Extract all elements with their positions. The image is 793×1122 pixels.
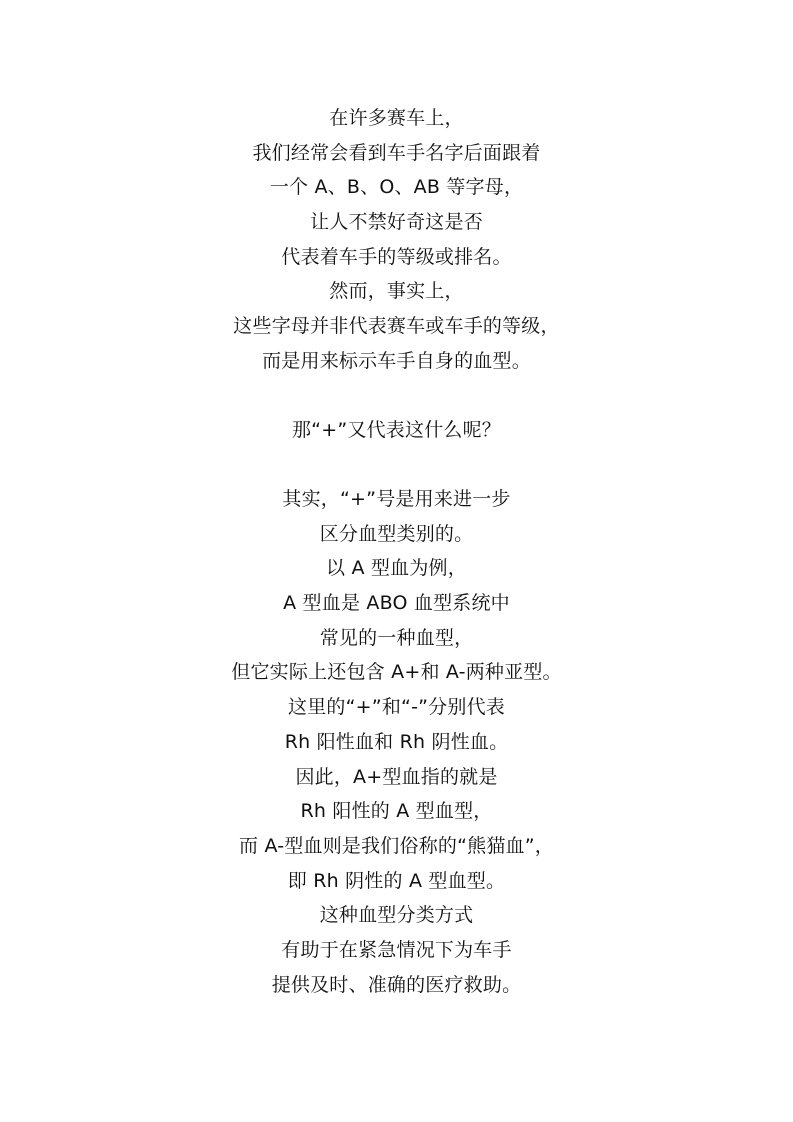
text-line: 常见的一种血型，	[319, 626, 474, 649]
text-line: 这些字母并非代表赛车或车手的等级，	[233, 315, 560, 338]
text-line: 然而，事实上，	[329, 280, 464, 303]
text-line: 提供及时、准确的医疗救助。	[271, 973, 522, 996]
text-line: 区分血型类别的。	[319, 522, 474, 545]
text-line: 其实，“+”号是用来进一步	[282, 488, 511, 510]
text-line: 而 A-型血则是我们俗称的“熊猫血”，	[239, 834, 554, 857]
text-line: 这里的“+”和“-”分别代表	[288, 696, 505, 719]
text-line: 一个 A、B、O、AB 等字母，	[269, 176, 524, 199]
paragraph-explanation	[0, 482, 793, 1002]
text-line: Rh 阳性的 A 型血型，	[300, 800, 493, 823]
text-line: A 型血是 ABO 血型系统中	[283, 592, 510, 615]
paragraph-question	[0, 413, 793, 448]
text-line: 即 Rh 阴性的 A 型血型。	[287, 869, 506, 892]
text-line: 在许多赛车上，	[329, 107, 464, 129]
text-line: 那“+”又代表这什么呢？	[291, 419, 501, 441]
text-line: 但它实际上还包含 A+和 A-两种亚型。	[231, 661, 562, 684]
text-line: 代表着车手的等级或排名。	[281, 245, 512, 268]
text-line: 让人不禁好奇这是否	[310, 211, 483, 234]
paragraph-intro	[0, 101, 793, 379]
text-line: 而是用来标示车手自身的血型。	[262, 349, 531, 372]
text-line: Rh 阳性血和 Rh 阴性血。	[284, 730, 509, 753]
text-line: 我们经常会看到车手名字后面跟着	[252, 141, 541, 164]
text-line: 以 A 型血为例，	[326, 557, 467, 580]
text-line: 有助于在紧急情况下为车手	[281, 938, 512, 961]
text-line: 因此，A+型血指的就是	[295, 765, 498, 788]
text-line: 这种血型分类方式	[319, 904, 474, 927]
